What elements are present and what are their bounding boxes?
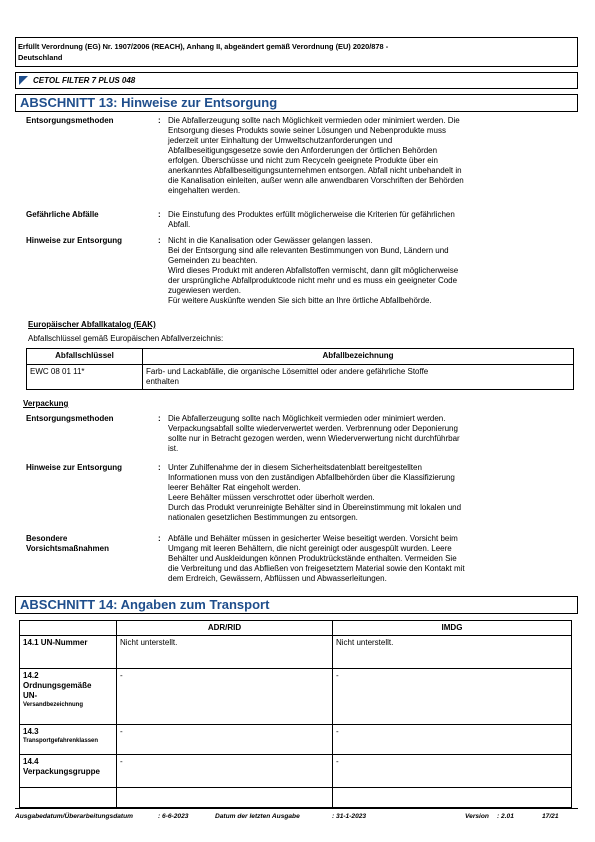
eak-col-code: Abfallschlüssel: [27, 349, 143, 365]
packaging-notes-row: Hinweise zur Entsorgung : Unter Zuhilfenahme der in diesem Sicherheitsdatenblatt bereitgestellten Informationen muss von den zuständigen Abfallbehörden über die Klassifizierung leerer Behälter Rat eingeholt werden. Leere Behälter müssen verschrottet oder überholt werden. Durch das Produkt verunreinigte Behälter sind in Übereinstimmung mit lokalen und nationalen gesetzlichen Bestimmungen zu entsorgen.: [26, 463, 574, 523]
imdg-value: -: [333, 669, 572, 725]
eak-code: EWC 08 01 11*: [27, 365, 143, 390]
section-14-heading: ABSCHNITT 14: Angaben zum Transport: [15, 596, 578, 614]
special-precautions-row: Besondere Vorsichtsmaßnahmen : Abfälle und Behälter müssen in gesicherter Weise beseitigt werden. Vorsicht beim Umgang mit leeren Behältern, die nicht gereinigt oder ausgespült wurden. Leere Behälter und Auskleidungen können Produktrückstände enthalten. Vermeiden Sie die Verbreitung und das Abfließen von freigesetztem Material sowie den Kontakt mit dem Erdreich, Gewässern, Abflüssen und Abwasserleitungen.: [26, 534, 574, 584]
row-text: Abfälle und Behälter müssen in gesicherter Weise beseitigt werden. Vorsicht beim Umgang mit leeren Behältern, die nicht gereinigt oder ausgespült wurden. Leere Behälter und Auskleidungen können Produktrückstände enthalten. Vermeiden Sie die Verbreitung und das Abfließen von freigesetztem Material sowie den Kontakt mit dem Erdreich, Gewässern, Abflüssen und Abwasserleitungen.: [168, 534, 465, 583]
version-label: Version: [465, 813, 489, 820]
issue-date-value: : 6-6-2023: [158, 813, 189, 820]
eak-description: Farb- und Lackabfälle, die organische Lösemittel oder andere gefährliche Stoffe enthalten: [143, 365, 574, 390]
row-text: Unter Zuhilfenahme der in diesem Sicherheitsdatenblatt bereitgestellten Informationen muss von den zuständigen Abfallbehörden über die Klassifizierung leerer Behälter Rat eingeholt werden. Leere Behälter müssen verschrottet oder überholt werden. Durch das Produkt verunreinigte Behälter sind in Übereinstimmung mit lokalen und nationalen gesetzlichen Bestimmungen zu entsorgen.: [168, 463, 462, 522]
row-text: Nicht in die Kanalisation oder Gewässer gelangen lassen. Bei der Entsorgung sind alle relevanten Bestimmungen von Bund, Ländern und Gemeinden zu beachten. Wird dieses Produkt mit anderen Abfallstoffen vermischt, dann gilt möglicherweise der ursprüngliche Abfallproduktcode nicht mehr und es muss ein geeigneter Code zugewiesen werden. Für weitere Auskünfte wenden Sie sich bitte an Ihre örtliche Abfallbehörde.: [168, 236, 459, 305]
row-text: Die Abfallerzeugung sollte nach Möglichkeit vermieden oder minimiert werden. Verpackungsabfall sollte wiederverwertet werden. Verbrennung oder Deponierung sollte nur in Betracht gezogen werden, wenn Wiederverwertung nicht durchführbar ist.: [168, 414, 460, 453]
eak-intro: Abfallschlüssel gemäß Europäischen Abfallverzeichnis:: [28, 334, 224, 343]
row-label: 14.3 Transportgefahrenklassen: [20, 725, 117, 755]
last-issue-value: : 31-1-2023: [332, 813, 367, 820]
version-value: : 2.01: [497, 813, 514, 820]
packaging-methods-row: Entsorgungsmethoden : Die Abfallerzeugung sollte nach Möglichkeit vermieden oder minimiert werden. Verpackungsabfall sollte wiederverwertet werden. Verbrennung oder Deponierung sollte nur in Betracht gezogen werden, wenn Wiederverwertung nicht durchführbar ist.: [26, 414, 574, 454]
row-label: Hinweise zur Entsorgung: [26, 236, 123, 245]
table-row: [20, 725, 572, 755]
hazardous-waste-row: Gefährliche Abfälle : Die Einstufung des Produktes erfüllt möglicherweise die Kriterien für gefährlichen Abfall.: [26, 210, 574, 230]
regulation-country: Deutschland: [18, 53, 63, 62]
row-label: Besondere Vorsichtsmaßnahmen: [26, 534, 109, 553]
row-label: 14.1 UN-Nummer: [20, 636, 117, 669]
page-footer: [15, 808, 578, 822]
adr-value: -: [117, 755, 333, 788]
imdg-value: -: [333, 755, 572, 788]
eak-table: [26, 348, 574, 390]
regulation-line: Erfüllt Verordnung (EG) Nr. 1907/2006 (REACH), Anhang II, abgeändert gemäß Verordnung (EU) 2020/878 -: [18, 42, 389, 51]
issue-date-label: Ausgabedatum/Überarbeitungsdatum: [15, 813, 133, 820]
table-row: [20, 636, 572, 669]
transport-col-imdg: IMDG: [333, 621, 572, 636]
row-text: Die Abfallerzeugung sollte nach Möglichkeit vermieden oder minimiert werden. Die Entsorgung dieses Produkts sowie seiner Lösungen und Nebenprodukte muss jederzeit unter Einhaltung der Umweltschutzanforderungen und Abfallbeseitigungsgesetze sowie den Anforderungen der örtlichen Behörden erfolgen. Überschüsse und nicht zum Recyceln geeignete Produkte über ein anerkanntes Abfallbeseitigungsunternehmen entsorgen. Abfall nicht unbehandelt in die Kanalisation einleiten, außer wenn alle anwendbaren Vorschriften der Behörden eingehalten werden.: [168, 116, 464, 195]
imdg-value: Nicht unterstellt.: [333, 636, 572, 669]
transport-col-blank: [20, 621, 117, 636]
row-label: 14.4 Verpackungsgruppe: [20, 755, 117, 788]
product-name: CETOL FILTER 7 PLUS 048: [33, 75, 136, 85]
adr-value: Nicht unterstellt.: [117, 636, 333, 669]
table-row: [27, 365, 574, 390]
product-bar: [15, 72, 578, 89]
table-row: [20, 669, 572, 725]
transport-table: [19, 620, 572, 808]
adr-value: -: [117, 669, 333, 725]
row-label: 14.2 Ordnungsgemäße UN- Versandbezeichnung: [20, 669, 117, 725]
triangle-marker-icon: [19, 76, 28, 85]
adr-value: -: [117, 725, 333, 755]
section-13-heading: ABSCHNITT 13: Hinweise zur Entsorgung: [15, 94, 578, 112]
row-label: Hinweise zur Entsorgung: [26, 463, 123, 472]
row-label: Gefährliche Abfälle: [26, 210, 99, 219]
last-issue-label: Datum der letzten Ausgabe: [215, 813, 300, 820]
regulation-header: [15, 37, 578, 67]
eak-col-description: Abfallbezeichnung: [143, 349, 574, 365]
table-row: [20, 755, 572, 788]
imdg-value: -: [333, 725, 572, 755]
packaging-heading: Verpackung: [23, 399, 69, 408]
row-label: Entsorgungsmethoden: [26, 116, 114, 125]
table-row: [20, 788, 572, 808]
page-number: 17/21: [542, 813, 559, 820]
disposal-notes-row: Hinweise zur Entsorgung : Nicht in die Kanalisation oder Gewässer gelangen lassen. Bei der Entsorgung sind alle relevanten Bestimmungen von Bund, Ländern und Gemeinden zu beachten. Wird dieses Produkt mit anderen Abfallstoffen vermischt, dann gilt möglicherweise der ursprüngliche Abfallproduktcode nicht mehr und es muss ein geeigneter Code zugewiesen werden. Für weitere Auskünfte wenden Sie sich bitte an Ihre örtliche Abfallbehörde.: [26, 236, 574, 306]
row-label: Entsorgungsmethoden: [26, 414, 114, 423]
transport-col-adr: ADR/RID: [117, 621, 333, 636]
row-text: Die Einstufung des Produktes erfüllt möglicherweise die Kriterien für gefährlichen Abfall.: [168, 210, 455, 229]
disposal-methods-row: Entsorgungsmethoden : Die Abfallerzeugung sollte nach Möglichkeit vermieden oder minimiert werden. Die Entsorgung dieses Produkts sowie seiner Lösungen und Nebenprodukte muss jederzeit unter Einhaltung der Umweltschutzanforderungen und Abfallbeseitigungsgesetze sowie den Anforderungen der örtlichen Behörden erfolgen. Überschüsse und nicht zum Recyceln geeignete Produkte über ein anerkanntes Abfallbeseitigungsunternehmen entsorgen. Abfall nicht unbehandelt in die Kanalisation einleiten, außer wenn alle anwendbaren Vorschriften der Behörden eingehalten werden.: [26, 116, 574, 196]
eak-heading: Europäischer Abfallkatalog (EAK): [28, 320, 156, 329]
